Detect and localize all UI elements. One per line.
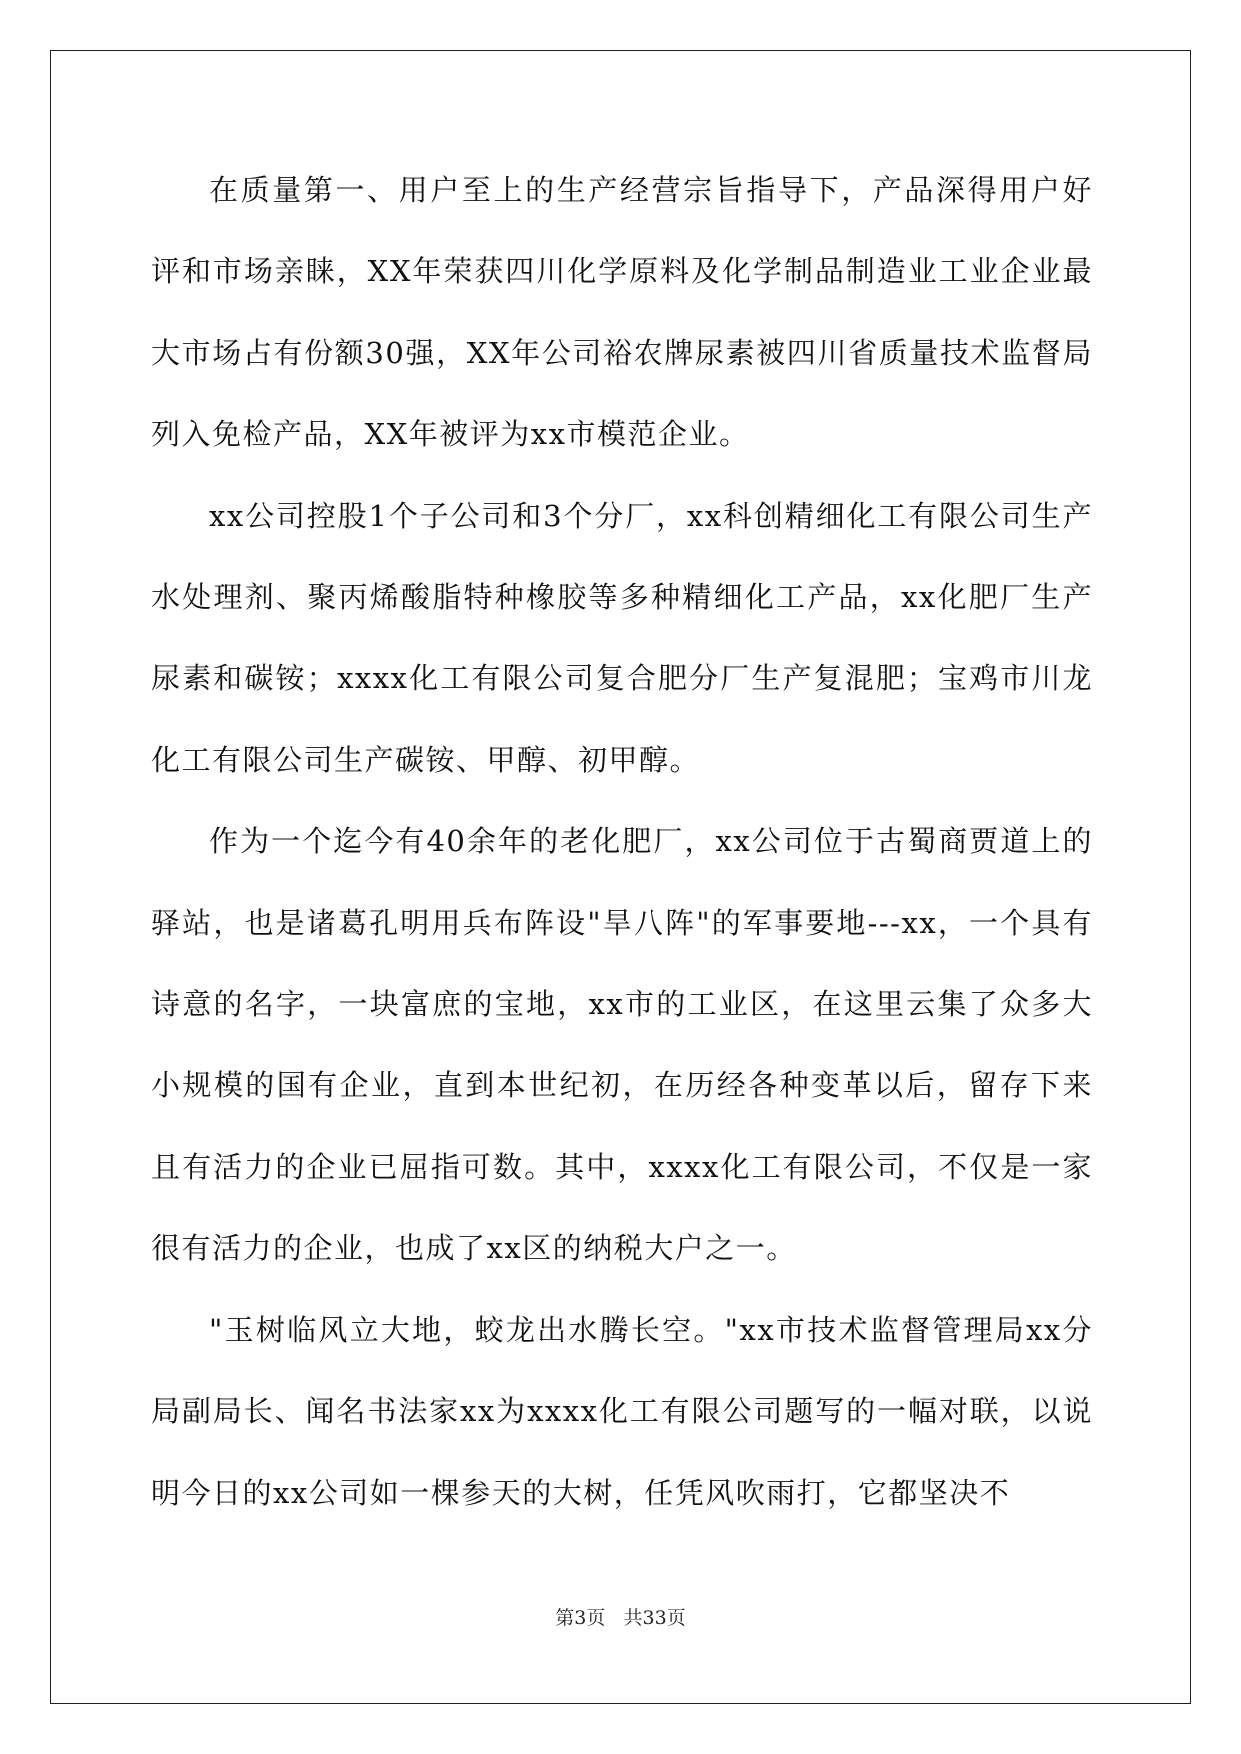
page-total: 共33页 bbox=[623, 1607, 686, 1629]
paragraph-4: "玉树临风立大地，蛟龙出水腾长空。"xx市技术监督管理局xx分局副局长、闻名书法家xx为xxxx化工有限公司题写的一幅对联，以说明今日的xx公司如一棵参天的大树，任凭风吹雨打，它都坚决不 bbox=[151, 1312, 1093, 1510]
document-body bbox=[151, 150, 1093, 1534]
paragraph-2: xx公司控股1个子公司和3个分厂，xx科创精细化工有限公司生产水处理剂、聚丙烯酸脂特种橡胶等多种精细化工产品，xx化肥厂生产尿素和碳铵；xxxx化工有限公司复合肥分厂生产复混肥；宝鸡市川龙化工有限公司生产碳铵、甲醇、初甲醇。 bbox=[151, 498, 1093, 777]
paragraph-3: 作为一个迄今有40余年的老化肥厂，xx公司位于古蜀商贾道上的驿站，也是诸葛孔明用兵布阵设"旱八阵"的军事要地---xx，一个具有诗意的名字，一块富庶的宝地，xx市的工业区，在这里云集了众多大小规模的国有企业，直到本世纪初，在历经各种变革以后，留存下来且有活力的企业已屈指可数。其中，xxxx化工有限公司，不仅是一家很有活力的企业，也成了xx区的纳税大户之一。 bbox=[151, 824, 1093, 1266]
page-number: 第3页 bbox=[555, 1607, 606, 1629]
paragraph-1: 在质量第一、用户至上的生产经营宗旨指导下，产品深得用户好评和市场亲睐，XX年荣获四川化学原料及化学制品制造业工业企业最大市场占有份额30强，XX年公司裕农牌尿素被四川省质量技术监督局列入免检产品，XX年被评为xx市模范企业。 bbox=[151, 173, 1093, 452]
page-footer bbox=[0, 1606, 1241, 1630]
